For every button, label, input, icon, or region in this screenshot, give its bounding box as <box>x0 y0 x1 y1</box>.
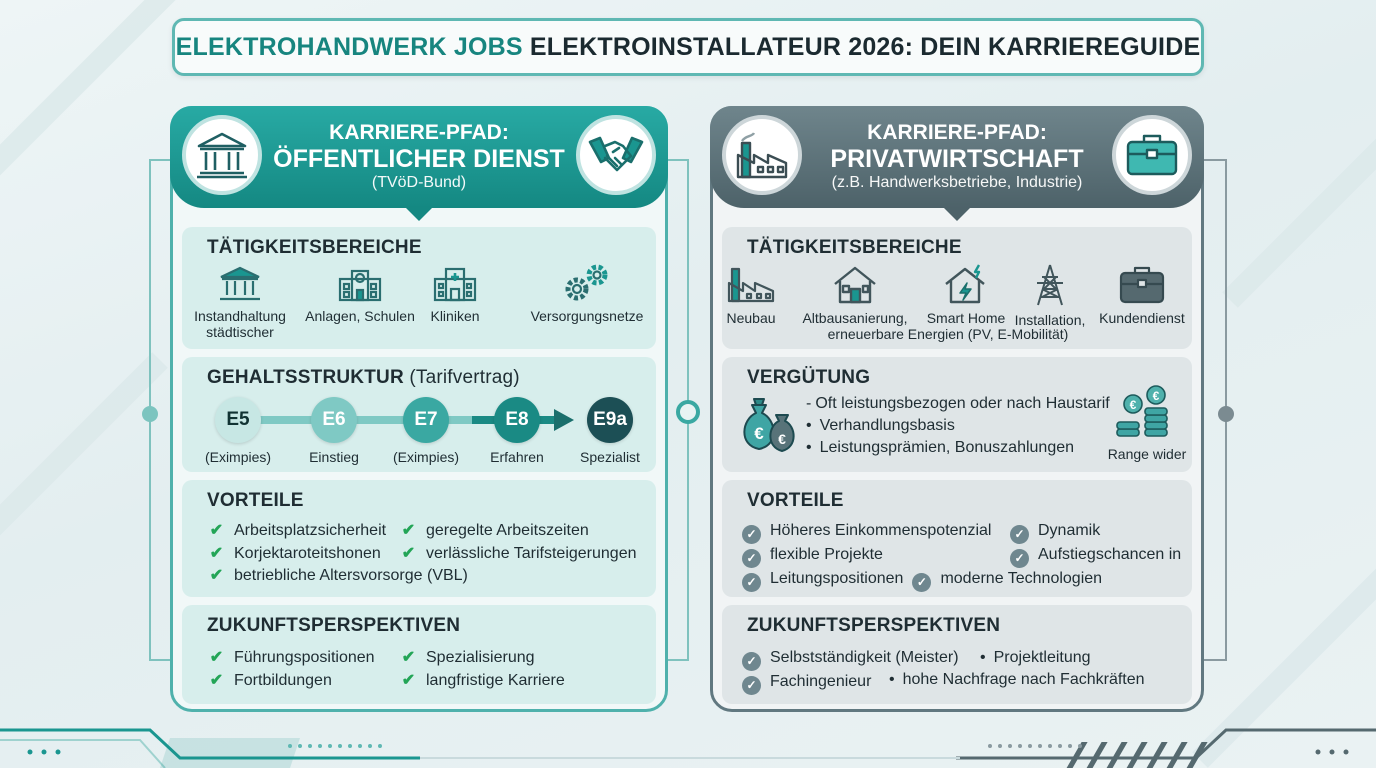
bullet: • <box>806 439 812 456</box>
list-item <box>806 415 1110 437</box>
svg-text:€: € <box>778 431 786 447</box>
check-icon: ✔ <box>401 522 416 539</box>
benefit-text: betriebliche Altersvorsorge (VBL) <box>234 567 468 584</box>
future-text: Fachingenieur <box>770 673 872 690</box>
activity-item <box>517 261 657 324</box>
check-circle-icon: ✓ <box>742 549 761 568</box>
grade-note: Erfahren <box>490 449 544 465</box>
svg-text:€: € <box>754 424 764 443</box>
title-part1: ELEKTROHANDWERK JOBS <box>175 32 523 61</box>
activity-label: Versorgungsnetze <box>530 308 644 324</box>
public-activities-section <box>182 227 656 349</box>
public-career-panel <box>170 106 668 712</box>
private-compensation-section <box>722 357 1192 472</box>
public-header-line1: KARRIERE-PFAD: <box>329 121 509 144</box>
grade-note: (Eximpies) <box>204 449 272 465</box>
private-header-line2: PRIVATWIRTSCHAFT <box>830 145 1084 173</box>
check-circle-icon: ✓ <box>742 525 761 544</box>
benefit-text: Arbeitsplatzsicherheit <box>234 522 387 539</box>
future-text: Selbstständigkeit (Meister) <box>770 649 959 666</box>
section-title: VORTEILE <box>207 490 304 511</box>
list-item <box>207 565 468 588</box>
salary-title: GEHALTSSTRUKTUR <box>207 367 404 388</box>
check-icon: ✔ <box>209 567 224 584</box>
check-circle-icon: ✓ <box>1010 549 1029 568</box>
check-circle-icon: ✓ <box>742 676 761 695</box>
activity-item <box>800 265 910 326</box>
list-item <box>806 393 1110 415</box>
list-item <box>1010 544 1181 568</box>
public-header-line3: (TVöD-Bund) <box>371 174 467 191</box>
future-list <box>399 647 565 692</box>
section-title: TÄTIGKEITSBEREICHE <box>207 237 422 258</box>
activity-label: Smart Home <box>926 310 1006 326</box>
grade-e7: E7 <box>403 397 449 443</box>
benefit-text: Leitungspositionen <box>770 570 904 587</box>
smart-home-icon <box>943 263 989 305</box>
svg-text:€: € <box>1152 389 1160 403</box>
benefit-text: Dynamik <box>1038 522 1101 539</box>
list-item <box>399 670 565 693</box>
grade-e5: E5 <box>215 397 261 443</box>
government-building-icon <box>182 115 262 195</box>
private-career-panel <box>710 106 1204 712</box>
bullet: • <box>806 417 812 434</box>
grade-note: Einstieg <box>309 449 359 465</box>
list-item <box>399 647 565 670</box>
check-circle-icon: ✓ <box>1010 525 1029 544</box>
benefit-text: Aufstiegschancen in <box>1038 546 1182 563</box>
public-benefits-section <box>182 480 656 597</box>
activity-label: Kundendienst <box>1099 310 1185 326</box>
activity-label: Instandhaltung städtischer <box>194 308 286 340</box>
activity-item <box>295 265 425 324</box>
future-list <box>980 647 1091 670</box>
private-future-section <box>722 605 1192 704</box>
grade-e9a: E9a <box>587 397 633 443</box>
activity-item <box>1087 265 1197 326</box>
check-icon: ✔ <box>401 649 416 666</box>
section-title: VERGÜTUNG <box>747 367 871 388</box>
house-icon <box>832 265 878 305</box>
list-item <box>1010 520 1181 544</box>
header-notch <box>405 207 433 221</box>
private-header <box>710 106 1204 208</box>
grade-e8: E8 <box>494 397 540 443</box>
activity-label: Altbausanierung, <box>802 310 908 326</box>
benefit-text: Höheres Einkommenspotenzial <box>770 522 992 539</box>
compensation-text: Oft leistungsbezogen oder nach Haustarif <box>815 395 1110 412</box>
public-header-line2: ÖFFENTLICHER DIENST <box>273 145 565 173</box>
page-title <box>172 18 1204 76</box>
salary-title-note: (Tarifvertrag) <box>409 367 520 388</box>
check-icon: ✔ <box>209 671 224 689</box>
future-text: Projektleitung <box>993 649 1091 666</box>
list-item <box>742 647 959 671</box>
check-circle-icon: ✓ <box>912 573 931 592</box>
list-item <box>980 647 1091 670</box>
future-text: Fortbildungen <box>234 671 332 689</box>
future-list <box>207 647 375 692</box>
benefit-text: moderne Technologien <box>940 570 1103 587</box>
coins-icon <box>1111 385 1179 443</box>
check-icon: ✔ <box>401 544 416 562</box>
list-item <box>742 568 1102 592</box>
handshake-icon <box>576 115 656 195</box>
benefit-text: geregelte Arbeitszeiten <box>426 522 589 539</box>
hospital-icon <box>432 265 478 303</box>
section-title: ZUKUNFTSPERSPEKTIVEN <box>747 615 1001 636</box>
private-activities-section <box>722 227 1192 349</box>
section-title: VORTEILE <box>747 490 844 511</box>
activity-label: Kliniken <box>430 308 480 324</box>
future-text: Spezialisierung <box>426 649 535 666</box>
activity-label: Anlagen, Schulen <box>305 308 415 324</box>
dash-bullet: - <box>806 395 812 412</box>
factory-icon <box>722 115 802 195</box>
bullet: • <box>889 671 895 688</box>
list-item <box>207 647 375 670</box>
title-part2: ELEKTROINSTALLATEUR 2026: DEIN KARRIEREGUIDE <box>529 32 1201 61</box>
list-item <box>207 670 375 693</box>
future-text: hohe Nachfrage nach Fachkräften <box>902 671 1145 688</box>
check-icon: ✔ <box>401 671 416 689</box>
benefit-text: Korjektaroteitshonen <box>234 544 381 562</box>
government-building-icon <box>218 265 262 303</box>
check-icon: ✔ <box>209 649 224 666</box>
power-pylon-icon <box>1030 263 1070 307</box>
header-notch <box>943 207 971 221</box>
benefits-list <box>399 520 636 565</box>
activities-subline: erneuerbare Energien (PV, E-Mobilität) <box>827 326 1069 342</box>
activity-label: Installation, <box>1014 312 1086 328</box>
grade-note: (Eximpies) <box>392 449 460 465</box>
grade-note: Spezialist <box>580 449 640 465</box>
section-title: ZUKUNFTSPERSPEKTIVEN <box>207 615 461 636</box>
factory-icon <box>727 265 775 305</box>
public-future-section <box>182 605 656 704</box>
compensation-list <box>806 393 1110 459</box>
list-item <box>399 543 636 566</box>
toolbox-icon <box>1112 115 1192 195</box>
compensation-text: Verhandlungsbasis <box>819 417 955 434</box>
money-bags-icon <box>736 393 804 455</box>
private-header-line3: (z.B. Handwerksbetriebe, Industrie) <box>831 174 1083 191</box>
svg-text:€: € <box>1129 398 1137 412</box>
activity-label: Neubau <box>726 310 776 326</box>
public-header <box>170 106 668 208</box>
check-icon: ✔ <box>209 544 224 562</box>
activity-item <box>696 265 806 326</box>
list-item <box>889 669 1145 692</box>
benefits-list <box>1010 520 1181 568</box>
private-header-line1: KARRIERE-PFAD: <box>867 121 1047 144</box>
list-item <box>399 520 636 543</box>
benefit-text: flexible Projekte <box>770 546 883 563</box>
activity-item <box>415 265 495 324</box>
benefit-text: verlässliche Tarifsteigerungen <box>426 544 637 562</box>
list-item <box>806 437 1110 459</box>
compensation-text: Leistungsprämien, Bonuszahlungen <box>819 439 1075 456</box>
range-label: Range wider <box>1107 446 1187 462</box>
activity-item <box>175 265 305 340</box>
school-icon <box>337 265 383 303</box>
check-icon: ✔ <box>209 522 224 539</box>
private-benefits-section <box>722 480 1192 597</box>
future-text: langfristige Karriere <box>426 671 565 689</box>
check-circle-icon: ✓ <box>742 573 761 592</box>
bullet: • <box>980 649 986 666</box>
grade-e6: E6 <box>311 397 357 443</box>
section-title: TÄTIGKEITSBEREICHE <box>747 237 962 258</box>
future-list <box>889 669 1145 692</box>
check-circle-icon: ✓ <box>742 652 761 671</box>
public-salary-section <box>182 357 656 472</box>
future-text: Führungspositionen <box>234 649 375 666</box>
toolbox-icon <box>1118 265 1166 305</box>
gears-icon <box>561 261 613 303</box>
